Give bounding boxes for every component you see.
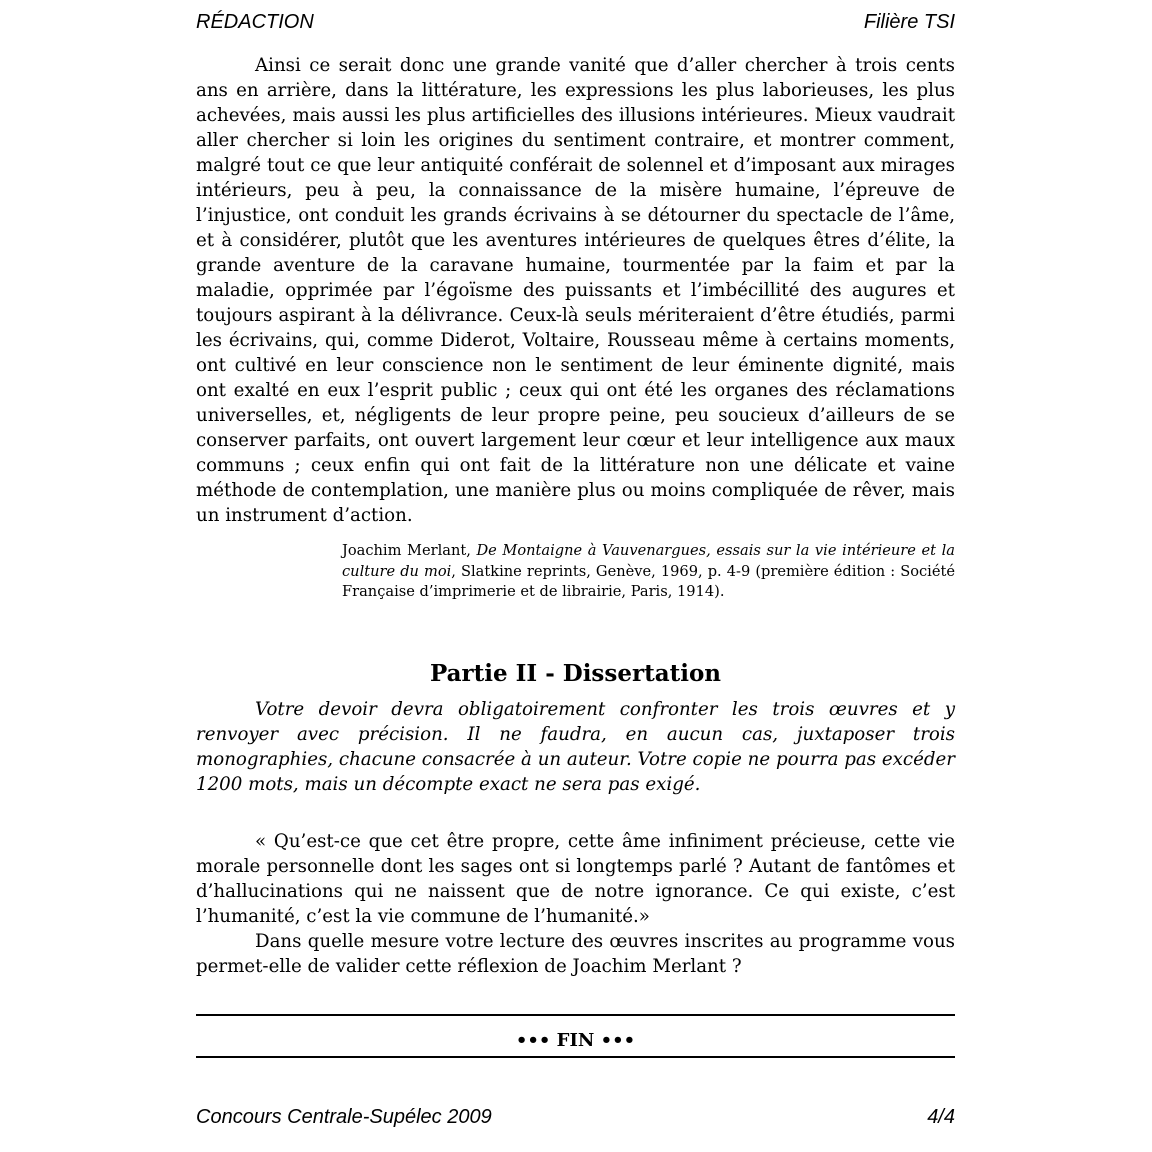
end-rule-top bbox=[196, 1014, 955, 1016]
citation-author: Joachim Merlant, bbox=[342, 542, 477, 559]
source-citation bbox=[342, 541, 955, 603]
subject-question: Dans quelle mesure votre lecture des œuvres inscrites au programme vous permet-elle de valider cette réflexion de Joachim Merlant ? bbox=[196, 931, 955, 977]
section-title: Partie II - Dissertation bbox=[429, 660, 722, 687]
end-marker: ••• FIN ••• bbox=[515, 1030, 636, 1051]
citation-details: , Slatkine reprints, Genève, 1969, p. 4-9 (première édition : Société Française d’imprimerie et de librairie, Paris, 1914). bbox=[342, 562, 955, 600]
dissertation-subject bbox=[196, 829, 955, 979]
excerpt-paragraph: Ainsi ce serait donc une grande vanité que d’aller chercher à trois cents ans en arrière, dans la littérature, les expressions les plus laborieuses, les plus achevées, mais aussi les plus artificielles des illusions intérieures. Mieux vaudrait aller chercher si loin les origines du sentiment contraire, et montrer comment, malgré tout ce que leur antiquité conférait de solennel et d’imposant aux mirages intérieurs, peu à peu, la connaissance de la misère humaine, l’épreuve de l’injustice, ont conduit les grands écrivains à se détourner du spectacle de l’âme, et à considérer, plutôt que les aventures intérieures de quelques êtres d’élite, la grande aventure de la caravane humaine, tourmentée par la faim et par la maladie, opprimée par l’égoïsme des puissants et l’imbécillité des augures et toujours aspirant à la délivrance. Ceux-là seuls mériteraient d’être étudiés, parmi les écrivains, qui, comme Diderot, Voltaire, Rousseau même à certains moments, ont cultivé en leur conscience non le sentiment de leur éminente dignité, mais ont exalté en eux l’esprit public ; ceux qui ont été les organes des réclamations universelles, et, négligents de leur propre peine, peu soucieux d’ailleurs de se conserver parfaits, ont ouvert largement leur cœur et leur intelligence aux maux communs ; ceux enfin qui ont fait de la littérature non une délicate et vaine méthode de contemplation, une manière plus ou moins compliquée de rêver, mais un instrument d’action. bbox=[196, 55, 955, 526]
subject-quote: « Qu’est-ce que cet être propre, cette âme infiniment précieuse, cette vie morale personnelle dont les sages ont si longtemps parlé ? Autant de fantômes et d’hallucinations qui ne naissent que de notre ignorance. Ce qui existe, c’est l’humanité, c’est la vie commune de l’humanité.» bbox=[196, 831, 955, 927]
excerpt-passage bbox=[196, 53, 955, 528]
header-track: Filière TSI bbox=[863, 11, 955, 33]
dissertation-instructions bbox=[196, 697, 955, 797]
instructions-paragraph: Votre devoir devra obligatoirement confronter les trois œuvres et y renvoyer avec précision. Il ne faudra, en aucun cas, juxtaposer trois monographies, chacune consacrée à un auteur. Votre copie ne pourra pas excéder 1200 mots, mais un décompte exact ne sera pas exigé. bbox=[196, 699, 955, 795]
running-header bbox=[196, 11, 955, 37]
header-subject: RÉDACTION bbox=[196, 11, 314, 33]
footer-exam-name: Concours Centrale-Supélec 2009 bbox=[196, 1106, 492, 1128]
page-footer bbox=[196, 1106, 955, 1132]
citation-title: De Montaigne à Vauvenargues, essais sur la vie intérieure et la culture du moi bbox=[342, 542, 955, 580]
footer-page-number: 4/4 bbox=[927, 1106, 955, 1128]
end-rule-bottom bbox=[196, 1056, 955, 1058]
